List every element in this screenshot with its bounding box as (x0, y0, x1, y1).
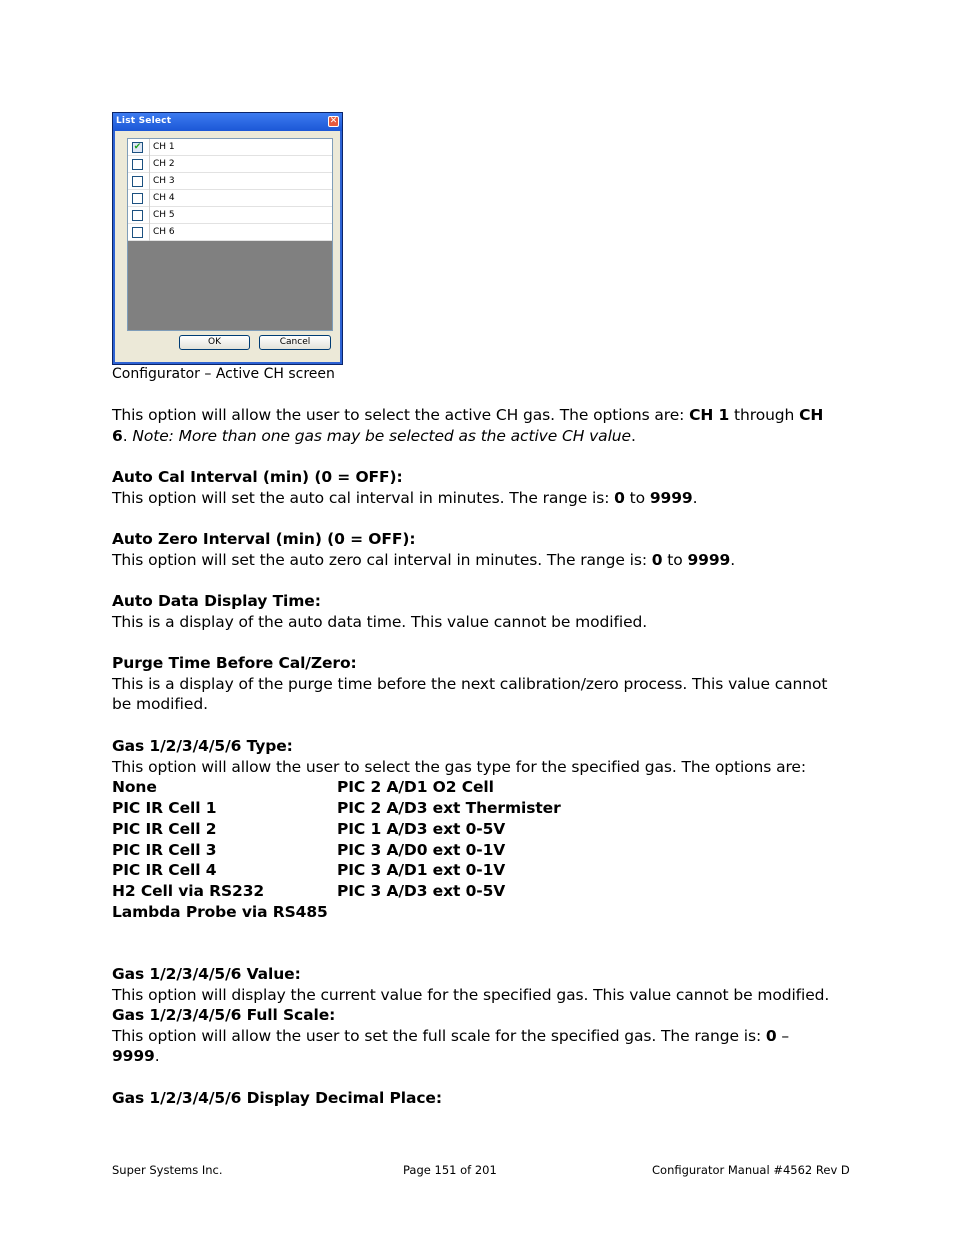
list-item[interactable] (128, 190, 332, 207)
figure-caption: Configurator – Active CH screen (112, 366, 335, 382)
option-item: PIC IR Cell 4 (112, 861, 217, 879)
gas-full-scale-section: Gas 1/2/3/4/5/6 Full Scale: This option will allow the user to set the full scale for the specified gas. The range is: 0 – 9999. (112, 1006, 790, 1066)
section-heading: Gas 1/2/3/4/5/6 Display Decimal Place: (112, 1089, 442, 1107)
close-icon[interactable]: ✕ (329, 116, 338, 126)
footer-page-number: Page 151 of 201 (403, 1163, 497, 1177)
option-item: PIC 1 A/D3 ext 0-5V (337, 820, 506, 838)
cancel-button[interactable]: Cancel (259, 335, 331, 350)
dialog-titlebar (113, 113, 342, 131)
auto-cal-section: Auto Cal Interval (min) (0 = OFF): This option will set the auto cal interval in minutes. The range is: 0 to 9999. (112, 468, 698, 507)
option-item: PIC 3 A/D1 ext 0-1V (337, 861, 506, 879)
list-item-label: CH 4 (153, 193, 175, 203)
footer-left: Super Systems Inc. (112, 1163, 223, 1177)
checkbox-icon[interactable] (132, 159, 143, 170)
list-select-dialog (112, 112, 343, 365)
list-item[interactable] (128, 173, 332, 190)
list-item-label: CH 1 (153, 142, 175, 152)
auto-zero-section: Auto Zero Interval (min) (0 = OFF): This option will set the auto zero cal interval in minutes. The range is: 0 to 9999. (112, 530, 736, 569)
list-item[interactable] (128, 156, 332, 173)
option-item: PIC 3 A/D0 ext 0-1V (337, 841, 506, 859)
checkbox-icon[interactable] (132, 210, 143, 221)
option-item: PIC IR Cell 1 (112, 799, 217, 817)
list-item[interactable] (128, 139, 332, 156)
section-heading: Gas 1/2/3/4/5/6 Full Scale: (112, 1006, 336, 1024)
list-item-label: CH 3 (153, 176, 175, 186)
auto-data-section: Auto Data Display Time: This is a display of the auto data time. This value cannot be modified. (112, 592, 648, 631)
section-heading: Purge Time Before Cal/Zero: (112, 654, 357, 672)
dialog-title: List Select (116, 116, 172, 126)
checkbox-checked-icon[interactable]: ✔ (133, 142, 142, 152)
option-item: PIC IR Cell 2 (112, 820, 217, 838)
checkbox-icon[interactable] (132, 193, 143, 204)
option-item: PIC 3 A/D3 ext 0-5V (337, 882, 506, 900)
section-heading: Gas 1/2/3/4/5/6 Value: (112, 965, 301, 983)
dialog-body (115, 131, 340, 362)
list-item-label: CH 2 (153, 159, 175, 169)
section-heading: Auto Zero Interval (min) (0 = OFF): (112, 530, 416, 548)
option-item: None (112, 778, 157, 796)
list-item-label: CH 5 (153, 210, 175, 220)
option-item: PIC 2 A/D1 O2 Cell (337, 778, 494, 796)
section-heading: Auto Cal Interval (min) (0 = OFF): (112, 468, 403, 486)
list-item[interactable] (128, 224, 332, 241)
note-text: Note: More than one gas may be selected as the active CH value (132, 426, 631, 445)
option-item: PIC 2 A/D3 ext Thermister (337, 799, 561, 817)
intro-paragraph: This option will allow the user to select the active CH gas. The options are: CH 1 through CH 6. Note: More than one gas may be selected as the active CH value. (112, 406, 824, 445)
purge-section: Purge Time Before Cal/Zero: This is a display of the purge time before the next calibration/zero process. This value cannot be modified. (112, 654, 828, 714)
list-item-label: CH 6 (153, 227, 175, 237)
option-item: Lambda Probe via RS485 (112, 903, 328, 921)
option-item: PIC IR Cell 3 (112, 841, 217, 859)
checkbox-icon[interactable] (132, 227, 143, 238)
checkbox-icon[interactable] (132, 176, 143, 187)
ok-button[interactable]: OK (179, 335, 250, 350)
channel-listbox[interactable] (127, 138, 333, 331)
gas-type-section: Gas 1/2/3/4/5/6 Type: This option will allow the user to select the gas type for the specified gas. The options are: (112, 737, 806, 776)
option-item: H2 Cell via RS232 (112, 882, 265, 900)
section-heading: Gas 1/2/3/4/5/6 Type: (112, 737, 293, 755)
gas-value-section: Gas 1/2/3/4/5/6 Value: This option will display the current value for the specified gas. This value cannot be modified. (112, 965, 830, 1004)
footer-right: Configurator Manual #4562 Rev D (652, 1163, 850, 1177)
gas-decimal-section (112, 1088, 837, 1109)
section-heading: Auto Data Display Time: (112, 592, 321, 610)
list-item[interactable] (128, 207, 332, 224)
